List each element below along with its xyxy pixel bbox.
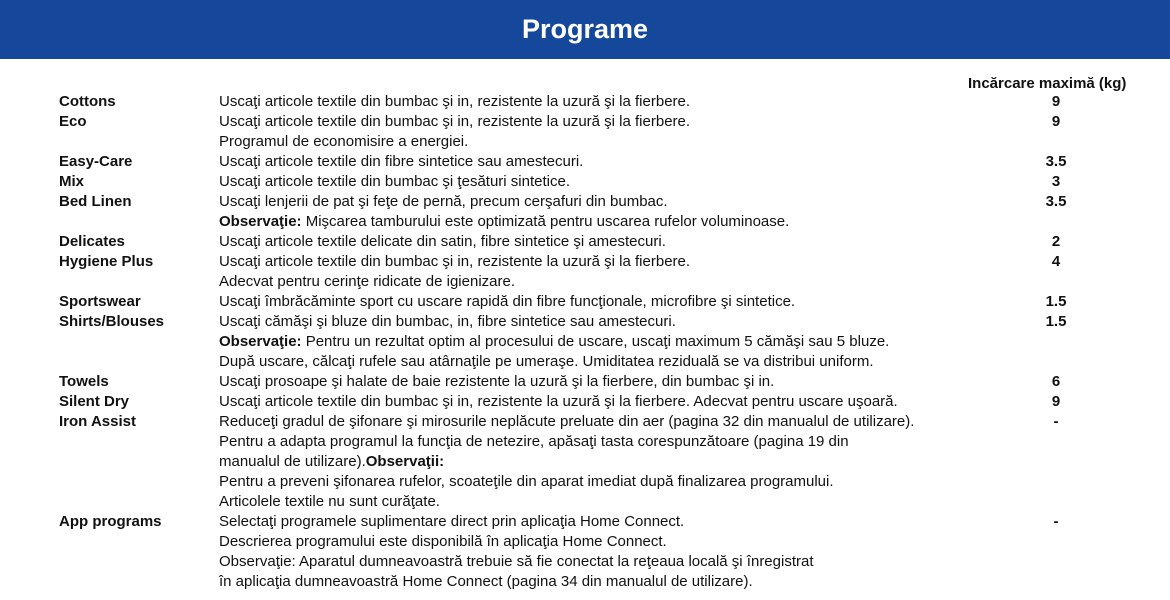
- program-row: [0, 312, 1170, 372]
- description-line: Selectaţi programele suplimentare direct prin aplicaţia Home Connect.: [219, 513, 685, 530]
- page-title: Programe: [0, 0, 1170, 59]
- program-name: Easy-Care: [59, 153, 133, 170]
- program-description: [219, 392, 1019, 412]
- program-row: [0, 192, 1170, 232]
- program-description: [219, 112, 1019, 152]
- description-text: manualul de utilizare).: [219, 453, 366, 470]
- program-description: [219, 232, 1019, 252]
- description-line: Articolele textile nu sunt curăţate.: [219, 493, 440, 510]
- program-name: Cottons: [59, 93, 116, 110]
- program-name: App programs: [59, 513, 162, 530]
- program-name: Bed Linen: [59, 193, 132, 210]
- program-name: Iron Assist: [59, 413, 136, 430]
- program-max-load: 4: [1051, 253, 1061, 270]
- max-load-header: Incărcare maximă (kg): [968, 75, 1127, 92]
- program-name: Silent Dry: [59, 393, 130, 410]
- program-description: [219, 152, 1019, 172]
- note-text: Pentru un rezultat optim al procesului de uscare, uscaţi maximum 5 cămăşi sau 5 bluze.: [301, 333, 890, 350]
- description-line: Reduceţi gradul de şifonare şi mirosurile neplăcute preluate din aer (pagina 32 din manualul de utilizare).: [219, 413, 915, 430]
- note-label: Observaţii:: [365, 453, 445, 470]
- program-row: [0, 412, 1170, 512]
- program-name: Sportswear: [59, 293, 141, 310]
- description-line: Uscaţi cămăşi şi bluze din bumbac, in, fibre sintetice sau amestecuri.: [219, 313, 676, 330]
- program-name: Eco: [59, 113, 87, 130]
- program-description: [219, 512, 1019, 592]
- description-line: [219, 452, 1019, 472]
- description-line: Uscaţi articole textile din fibre sintetice sau amestecuri.: [219, 153, 584, 170]
- description-line: Uscaţi articole textile din bumbac şi in, rezistente la uzură şi la fierbere.: [219, 93, 691, 110]
- description-line: Uscaţi articole textile din bumbac şi ţesături sintetice.: [219, 173, 570, 190]
- program-max-load: 1.5: [1045, 293, 1067, 310]
- description-line: Uscaţi articole textile din bumbac şi in, rezistente la uzură şi la fierbere.: [219, 253, 691, 270]
- description-line: Uscaţi prosoape şi halate de baie rezistente la uzură şi la fierbere, din bumbac şi in.: [219, 373, 775, 390]
- program-name: Mix: [59, 173, 85, 190]
- program-row: [0, 252, 1170, 292]
- program-max-load: -: [1053, 413, 1059, 430]
- description-line: Uscaţi articole textile din bumbac şi in, rezistente la uzură şi la fierbere. Adecvat pentru uscare uşoară.: [219, 393, 898, 410]
- note-text: Mişcarea tamburului este optimizată pentru uscarea rufelor voluminoase.: [301, 213, 790, 230]
- program-name: Delicates: [59, 233, 125, 250]
- description-line: Adecvat pentru cerinţe ridicate de igienizare.: [219, 273, 516, 290]
- program-max-load: 6: [1051, 373, 1061, 390]
- program-description: [219, 192, 1019, 232]
- program-max-load: 2: [1051, 233, 1061, 250]
- program-row: [0, 232, 1170, 252]
- description-line: Uscaţi lenjerii de pat şi feţe de pernă, precum cerşafuri din bumbac.: [219, 193, 668, 210]
- description-line: Pentru a preveni şifonarea rufelor, scoateţile din aparat imediat după finalizarea programului.: [219, 473, 834, 490]
- program-row: [0, 292, 1170, 312]
- description-note: [219, 332, 1019, 352]
- program-max-load: 9: [1051, 393, 1061, 410]
- program-row: [0, 172, 1170, 192]
- description-line: Uscaţi îmbrăcăminte sport cu uscare rapidă din fibre funcţionale, microfibre şi sintetice.: [219, 293, 796, 310]
- program-description: [219, 292, 1019, 312]
- description-line: Programul de economisire a energiei.: [219, 133, 469, 150]
- program-row: [0, 512, 1170, 592]
- program-row: [0, 152, 1170, 172]
- description-line: Pentru a adapta programul la funcţia de netezire, apăsaţi tasta corespunzătoare (pagina 19 din: [219, 433, 849, 450]
- program-description: [219, 312, 1019, 372]
- program-max-load: -: [1053, 513, 1059, 530]
- description-line: Observaţie: Aparatul dumneavoastră trebuie să fie conectat la reţeaua locală şi înregistrat: [219, 553, 814, 570]
- description-line: Uscaţi articole textile din bumbac şi in, rezistente la uzură şi la fierbere.: [219, 113, 691, 130]
- programs-table: [0, 92, 1170, 592]
- program-name: Shirts/Blouses: [59, 313, 165, 330]
- description-line: Uscaţi articole textile delicate din satin, fibre sintetice şi amestecuri.: [219, 233, 666, 250]
- description-line: După uscare, călcaţi rufele sau atârnaţile pe umeraşe. Umiditatea reziduală se va distribui uniform.: [219, 353, 874, 370]
- program-name: Towels: [59, 373, 109, 390]
- description-line: Descrierea programului este disponibilă în aplicaţia Home Connect.: [219, 533, 667, 550]
- program-max-load: 3: [1051, 173, 1061, 190]
- program-max-load: 9: [1051, 113, 1061, 130]
- program-description: [219, 252, 1019, 292]
- program-max-load: 9: [1051, 93, 1061, 110]
- program-description: [219, 92, 1019, 112]
- program-row: [0, 372, 1170, 392]
- program-description: [219, 412, 1019, 512]
- program-description: [219, 172, 1019, 192]
- program-name: Hygiene Plus: [59, 253, 154, 270]
- program-description: [219, 372, 1019, 392]
- description-line: în aplicaţia dumneavoastră Home Connect (pagina 34 din manualul de utilizare).: [219, 573, 753, 590]
- description-note: [219, 212, 1019, 232]
- program-max-load: 1.5: [1045, 313, 1067, 330]
- note-label: Observaţie:: [219, 213, 302, 230]
- program-row: [0, 392, 1170, 412]
- note-label: Observaţie:: [219, 333, 302, 350]
- program-row: [0, 92, 1170, 112]
- program-max-load: 3.5: [1045, 193, 1067, 210]
- program-max-load: 3.5: [1045, 153, 1067, 170]
- program-row: [0, 112, 1170, 152]
